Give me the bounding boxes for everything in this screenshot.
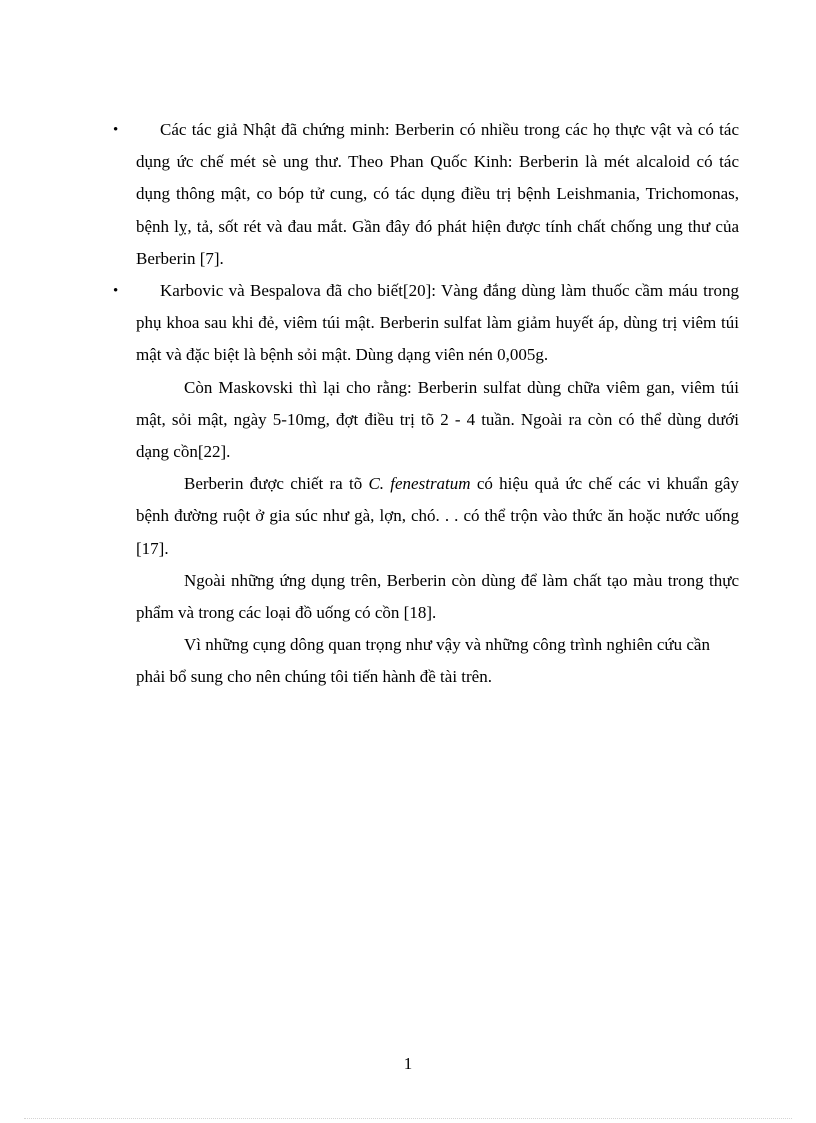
bullet-icon: •: [113, 283, 119, 300]
bullet-item-2: [113, 275, 739, 372]
page-bottom-divider: [24, 1118, 792, 1119]
paragraph-conclusion: [136, 629, 712, 693]
page-number: 1: [403, 1054, 413, 1073]
species-name-italic: C. fenestratum: [368, 474, 471, 494]
bullet-text-1: Các tác giả Nhật đã chứng minh: Berberin có nhiều trong các họ thực vật và có tác dụng ức chế mét sè ung thư. Theo Phan Quốc Kinh: Berberin là mét alcaloid có tác dụng thông mật, co bóp tử cung, có tác dụng điều trị bệnh Leishmania, Trichomonas, bệnh lỵ, tả, sốt rét và đau mắt. Gần đây đó phát hiện được tính chất chống ung thư của Berberin [7].: [136, 120, 739, 268]
paragraph-text-start: Berberin được chiết ra tõ: [184, 474, 369, 494]
document-body: [113, 114, 739, 694]
paragraph-maskovski: [136, 372, 739, 469]
paragraph-text-end: có hiệu quả ức chế các vi khuẩn gây bệnh đường ruột ở gia súc như gà, lợn, chó. . . có thể trộn vào thức ăn hoặc nước uống [17].: [136, 474, 739, 558]
paragraph-text: Còn Maskovski thì lại cho rằng: Berberin sulfat dùng chữa viêm gan, viêm túi mật, sỏi mật, ngày 5-10mg, đợt điều trị tõ 2 - 4 tuần. Ngoài ra còn có thể dùng dưới dạng cồn[22].: [136, 377, 739, 462]
paragraph-text: Ngoài những ứng dụng trên, Berberin còn dùng để làm chất tạo màu trong thực phẩm và trong các loại đồ uống có cồn [18].: [136, 570, 739, 623]
bullet-item-1: [113, 114, 739, 275]
bullet-text-2: Karbovic và Bespalova đã cho biết[20]: Vàng đắng dùng làm thuốc cầm máu trong phụ khoa sau khi đẻ, viêm túi mật. Berberin sulfat làm giảm huyết áp, dùng trị viêm túi mật và đặc biệt là bệnh sỏi mật. Dùng dạng viên nén 0,005g.: [136, 281, 739, 365]
paragraph-applications: [136, 565, 739, 629]
paragraph-text: Vì những cụng dông quan trọng như vậy và những công trình nghiên cứu cần phải bổ sung cho nên chúng tôi tiến hành đề tài trên.: [136, 635, 710, 687]
paragraph-fenestratum: [136, 468, 739, 565]
bullet-icon: •: [113, 122, 119, 138]
